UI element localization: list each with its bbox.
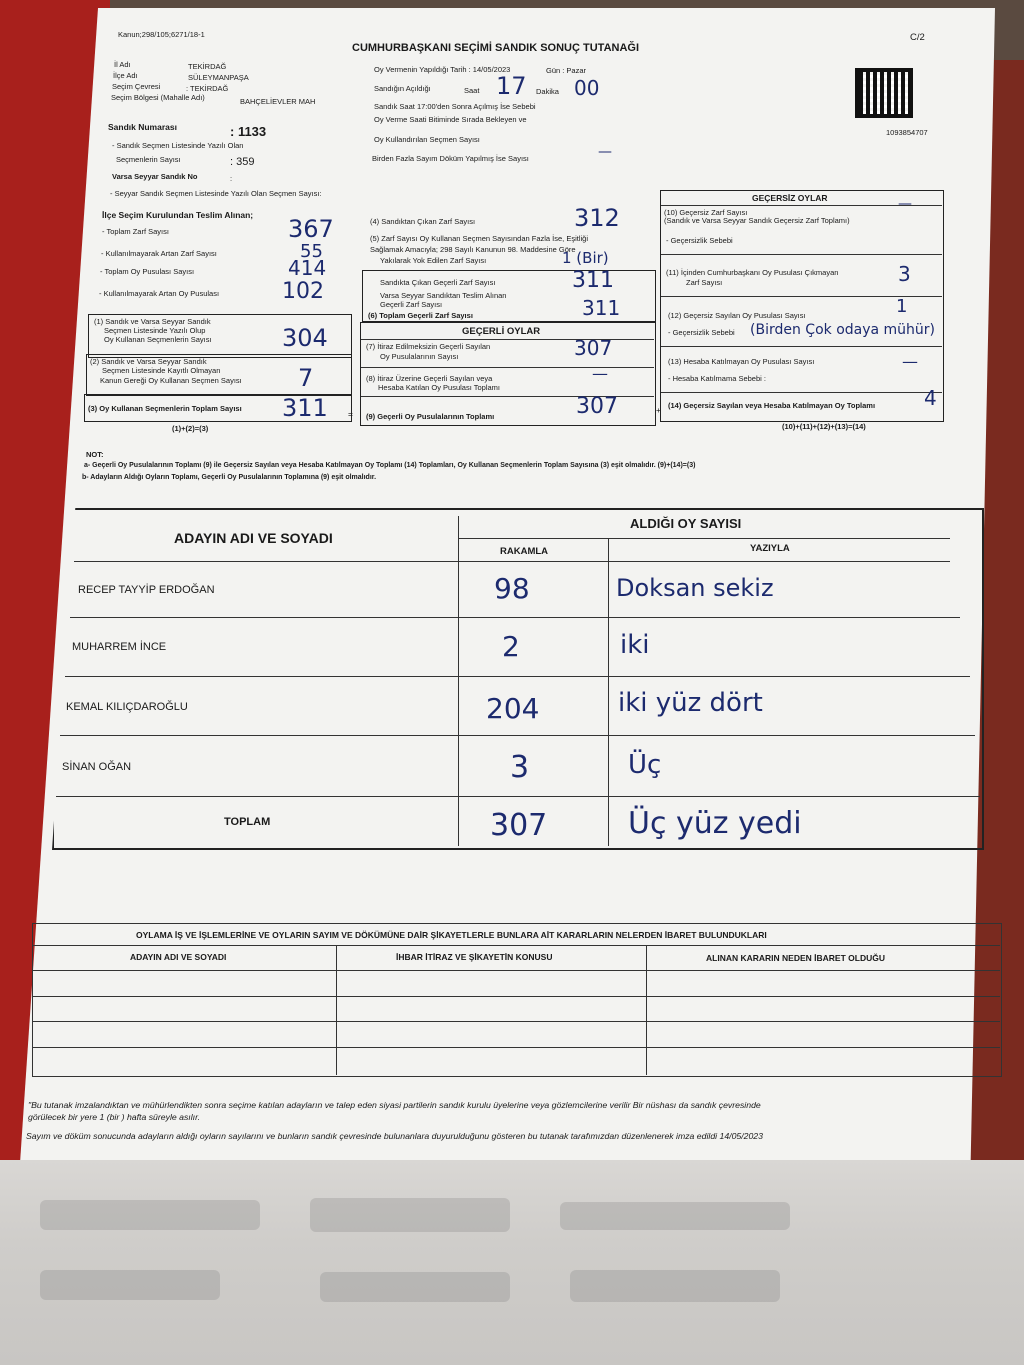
cevre-label: Seçim Çevresi (112, 82, 161, 91)
page-title: CUMHURBAŞKANI SEÇİMİ SANDIK SONUÇ TUTANAĞI (352, 42, 640, 54)
r11-line2: Zarf Sayısı (686, 278, 723, 287)
r10-reason: - Geçersizlik Sebebi (666, 236, 733, 245)
vote-day: Gün : Pazar (546, 66, 587, 75)
divider (33, 970, 1000, 971)
valid-env-value: 311 (572, 268, 614, 293)
r11-value: 3 (898, 262, 911, 286)
col-divider (336, 946, 337, 1075)
r5-value: 1 (Bir) (562, 249, 609, 267)
footer-line2: görülecek bir yere 1 (bir ) hafta süreyle asılır. (28, 1112, 201, 1122)
mobile-env-line1: Varsa Seyyar Sandıktan Teslim Alınan (380, 291, 507, 300)
box2-value: 7 (298, 364, 314, 392)
il-label: İl Adı (114, 60, 131, 69)
r7-line2: Oy Pusulalarının Sayısı (380, 352, 459, 361)
saat-label: Saat (464, 86, 480, 95)
r12-reason-value: (Birden Çok odaya mühür) (750, 322, 936, 338)
ilce-value: SÜLEYMANPAŞA (188, 73, 249, 82)
box-number-label: Sandık Numarası (108, 122, 177, 132)
r5-line2: Sağlamak Amacıyla; 298 Sayılı Kanunun 98. Maddesine Göre (370, 245, 576, 254)
footer-line3: Sayım ve döküm sonucunda adayların aldığı oyların sayılarını ve bunların sandık çevresinde bulunanlara duyurulduğunu gösteren bu tutanak tarafımızdan düzenlenerek imza edildi 14/05/2023 (26, 1131, 763, 1141)
divider (74, 561, 950, 562)
left-heading: İlçe Seçim Kurulundan Teslim Alınan; (102, 210, 254, 220)
dakika-label: Dakika (536, 87, 559, 96)
divider (459, 538, 950, 539)
mobile-voters-label: - Seyyar Sandık Seçmen Listesinde Yazılı Olan Seçmen Sayısı: (110, 189, 322, 198)
divider (661, 392, 942, 393)
invalid-heading: GEÇERSİZ OYLAR (752, 193, 828, 203)
r7-value: 307 (574, 336, 613, 360)
r5-line1: (5) Zarf Sayısı Oy Kullanan Seçmen Sayısından Fazla İse, Eşitliği (370, 234, 589, 243)
box-number-value: : 1133 (230, 124, 267, 139)
r10-value: — (898, 196, 912, 212)
after-17-line3: Oy Kullandırılan Seçmen Sayısı (374, 135, 480, 144)
r12-label: (12) Geçersiz Sayılan Oy Pusulası Sayısı (668, 311, 806, 320)
note-b: b- Adayların Aldığı Oyların Toplamı, Geçerli Oy Pusulalarının Toplamına (9) eşit olmalıdır. (82, 474, 377, 481)
r14-value: 4 (924, 386, 937, 410)
saat-value: 17 (496, 72, 527, 100)
divider (33, 945, 1000, 946)
barcode-number: 1093854707 (886, 128, 928, 137)
dakika-value: 00 (574, 76, 600, 100)
candidate-name: MUHARREM İNCE (72, 641, 167, 653)
r12-reason-label: - Geçersizlik Sebebi (668, 328, 735, 337)
box1-value: 304 (282, 324, 328, 352)
candidate-votes-digits: 3 (510, 750, 530, 785)
after-17-line2: Oy Verme Saati Bitiminde Sırada Bekleyen ve (374, 115, 527, 124)
multi-count-value: — (598, 144, 612, 160)
divider (661, 254, 942, 255)
box1-line2: Seçmen Listesinde Yazılı Olup (104, 326, 206, 335)
r13-value: — (902, 352, 918, 371)
digits-header: RAKAMLA (500, 546, 549, 557)
r7-line1: (7) İtiraz Edilmeksizin Geçerli Sayılan (366, 342, 491, 351)
complaints-title: OYLAMA İŞ VE İŞLEMLERİNE VE OYLARIN SAYIM VE DÖKÜMÜNE DAİR ŞİKAYETLERLE BUNLARA AİT KARARLARIN NELERDEN İBARET BULUNDUKLARI (136, 930, 767, 940)
box3-value: 311 (282, 394, 328, 422)
r9-label: (9) Geçerli Oy Pusulalarının Toplamı (366, 412, 495, 421)
divider (65, 676, 970, 677)
ballots-label: - Toplam Oy Pusulası Sayısı (100, 267, 195, 276)
box1-line3: Oy Kullanan Seçmenlerin Sayısı (104, 335, 212, 344)
r8-value: — (592, 364, 608, 383)
vote-date: Oy Vermenin Yapıldığı Tarih : 14/05/2023 (374, 65, 511, 74)
unused-ballots-value: 102 (282, 279, 324, 304)
r4-label: (4) Sandıktan Çıkan Zarf Sayısı (370, 217, 476, 226)
box3-label: (3) Oy Kullanan Seçmenlerin Toplam Sayısı (88, 404, 242, 413)
mobile-box-label: Varsa Seyyar Sandık No (112, 172, 198, 181)
left-formula: (1)+(2)=(3) (172, 424, 209, 433)
footer-line1: "Bu tutanak imzalandıktan ve mühürlendikten sonra seçime katılan adayların ve talep eden siyasi partilerin sandık kurulu üyelerine veya gözlemcilerine verilir Bir nüshası da sandık çevresinde (28, 1100, 761, 1110)
votes-header: ALDIĞI OY SAYISI (630, 516, 742, 531)
r10-line2: (Sandık ve Varsa Seyyar Sandık Geçersiz Zarf Toplamı) (664, 216, 850, 225)
bolge-label: Seçim Bölgesi (Mahalle Adı) (111, 93, 205, 102)
equals-sign: = (348, 409, 353, 419)
r5-line3: Yakılarak Yok Edilen Zarf Sayısı (380, 256, 487, 265)
total-words: Üç yüz yedi (628, 806, 802, 841)
r13-label: (13) Hesaba Katılmayan Oy Pusulası Sayısı (668, 357, 815, 366)
divider (70, 617, 960, 618)
candidate-name: SİNAN OĞAN (62, 761, 132, 773)
registered-line2: Seçmenlerin Sayısı (116, 155, 181, 164)
note-a: a- Geçerli Oy Pusulalarının Toplamı (9) ile Geçersiz Sayılan veya Hesaba Katılmayan Oy Toplamı (14) Toplamları, Oy Kullanan Seçmenlerin Toplam Sayısına (3) eşit olmalıdır. (9)+(14)=(3) (84, 462, 696, 469)
envelopes-label: - Toplam Zarf Sayısı (102, 227, 169, 236)
r6-value: 311 (582, 296, 621, 320)
unused-env-value: 55 (300, 241, 323, 262)
r12-value: 1 (896, 296, 908, 317)
unused-env-label: - Kullanılmayarak Artan Zarf Sayısı (101, 249, 217, 258)
plus-sign: + (656, 405, 661, 415)
candidates-table (52, 508, 984, 850)
candidate-votes-digits: 98 (494, 572, 530, 605)
valid-heading: GEÇERLİ OYLAR (462, 326, 541, 337)
words-header: YAZIYLA (750, 543, 790, 554)
col-divider (608, 538, 609, 846)
divider (33, 1047, 1000, 1048)
divider (60, 735, 975, 736)
bolge-value: BAHÇELİEVLER MAH (240, 97, 316, 106)
unused-ballots-label: - Kullanılmayarak Artan Oy Pusulası (99, 289, 220, 298)
box2-line1: (2) Sandık ve Varsa Seyyar Sandık (90, 357, 207, 366)
candidate-name: RECEP TAYYİP ERDOĞAN (78, 584, 215, 596)
divider (33, 996, 1000, 997)
r13-reason: - Hesaba Katılmama Sebebi : (668, 374, 766, 383)
candidate-votes-words: iki (620, 630, 650, 660)
mobile-env-line2: Geçerli Zarf Sayısı (380, 300, 443, 309)
total-label: TOPLAM (224, 816, 271, 828)
divider (33, 1021, 1000, 1022)
after-17-line1: Sandık Saat 17:00'den Sonra Açılmış İse Sebebi (374, 102, 536, 111)
valid-env-label: Sandıkta Çıkan Geçerli Zarf Sayısı (380, 278, 496, 287)
multi-count-label: Birden Fazla Sayım Döküm Yapılmış İse Sayısı (372, 154, 529, 163)
candidate-votes-words: Doksan sekiz (616, 574, 774, 602)
r11-line1: (11) İçinden Cumhurbaşkanı Oy Pusulası Çıkmayan (666, 268, 839, 277)
name-header: ADAYIN ADI VE SOYADI (174, 530, 333, 546)
form-code: C/2 (910, 32, 925, 43)
envelopes-value: 367 (288, 215, 334, 243)
divider (361, 367, 654, 368)
mobile-box-value: : (230, 174, 233, 183)
r8-line1: (8) İtiraz Üzerine Geçerli Sayılan veya (366, 374, 493, 383)
opening-label: Sandığın Açıldığı (374, 84, 431, 93)
total-digits: 307 (490, 808, 548, 843)
box1-line1: (1) Sandık ve Varsa Seyyar Sandık (94, 317, 211, 326)
ilce-label: İlçe Adı (113, 71, 138, 80)
registered-value: : 359 (230, 156, 255, 168)
invalid-formula: (10)+(11)+(12)+(13)=(14) (782, 422, 866, 431)
col-divider (646, 946, 647, 1075)
il-value: TEKİRDAĞ (188, 62, 227, 71)
divider (661, 346, 942, 347)
notes-title: NOT: (86, 450, 104, 459)
box2-line2: Seçmen Listesinde Kayıtlı Olmayan (102, 366, 221, 375)
divider (56, 796, 980, 797)
ballots-value: 414 (288, 256, 327, 280)
r4-value: 312 (574, 204, 620, 232)
candidate-votes-words: Üç (628, 750, 662, 780)
complaints-col1: ADAYIN ADI VE SOYADI (130, 952, 227, 962)
blurred-signature-area (0, 1160, 1024, 1365)
r9-value: 307 (576, 394, 618, 419)
cevre-value: : TEKİRDAĞ (186, 84, 229, 93)
qr-code-icon (855, 68, 913, 118)
complaints-col2: İHBAR İTİRAZ VE ŞİKAYETİN KONUSU (396, 952, 553, 962)
candidate-votes-digits: 2 (502, 630, 520, 663)
r8-line2: Hesaba Katılan Oy Pusulası Toplamı (378, 383, 501, 392)
candidate-name: KEMAL KILIÇDAROĞLU (66, 701, 188, 713)
candidate-votes-digits: 204 (486, 692, 540, 725)
law-reference: Kanun;298/105;6271/18-1 (118, 30, 205, 39)
candidate-votes-words: iki yüz dört (618, 688, 763, 718)
registered-line1: - Sandık Seçmen Listesinde Yazılı Olan (112, 141, 244, 150)
r6-label: (6) Toplam Geçerli Zarf Sayısı (368, 311, 473, 320)
box2-line3: Kanun Gereği Oy Kullanan Seçmen Sayısı (100, 376, 242, 385)
complaints-table (32, 923, 1002, 1077)
complaints-col3: ALINAN KARARIN NEDEN İBARET OLDUĞU (706, 953, 885, 963)
r10-line1: (10) Geçersiz Zarf Sayısı (664, 208, 748, 217)
r14-label: (14) Geçersiz Sayılan veya Hesaba Katılmayan Oy Toplamı (668, 401, 876, 410)
